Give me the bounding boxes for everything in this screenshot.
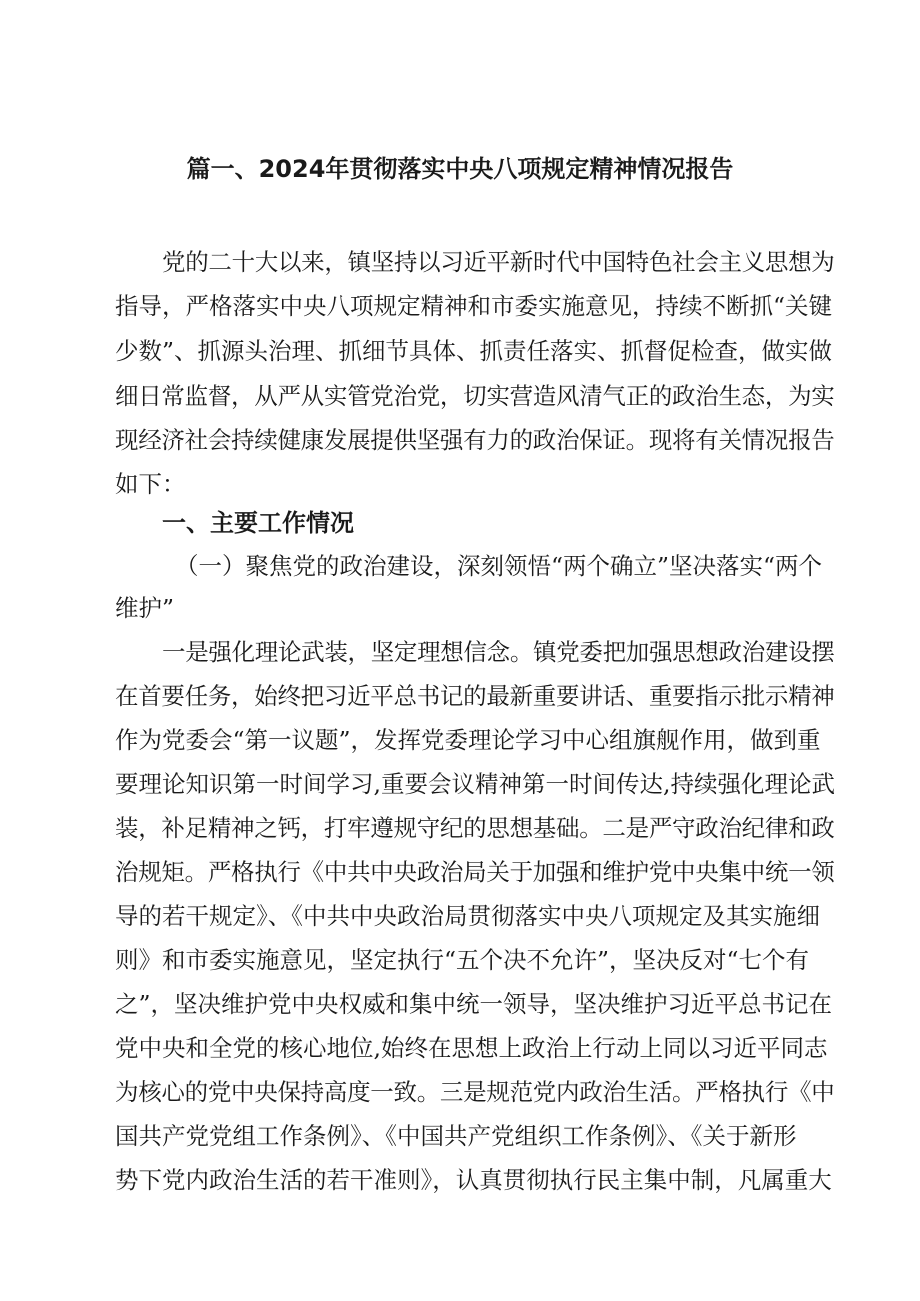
paragraph-line: 要理论知识第一时间学习,重要会议精神第一时间传达,持续强化理论武: [115, 770, 835, 798]
subsection-heading: （一）聚焦党的政治建设，深刻领悟“两个确立”坚决落实“两个: [175, 552, 823, 580]
paragraph-line: 一是强化理论武装，坚定理想信念。镇党委把加强思想政治建设摆: [162, 638, 835, 666]
paragraph-line: 之”，坚决维护党中央权威和集中统一领导，坚决维护习近平总书记在: [115, 990, 833, 1018]
paragraph-line: 少数”、抓源头治理、抓细节具体、抓责任落实、抓督促检查，做实做: [115, 337, 833, 365]
paragraph-line: 如下：: [115, 470, 186, 498]
paragraph-line: 导的若干规定》、《中共中央政治局贯彻落实中央八项规定及其实施细: [115, 902, 820, 930]
paragraph-line: 为核心的党中央保持高度一致。三是规范党内政治生活。严格执行《中: [115, 1078, 835, 1106]
paragraph-line: 现经济社会持续健康发展提供坚强有力的政治保证。现将有关情况报告: [115, 426, 835, 454]
paragraph-line: 作为党委会“第一议题”，发挥党委理论学习中心组旗舰作用，做到重: [115, 726, 821, 754]
paragraph-line: 治规矩。严格执行《中共中央政治局关于加强和维护党中央集中统一领: [115, 858, 835, 886]
document-title: 篇一、2024年贯彻落实中央八项规定精神情况报告: [186, 155, 734, 183]
section-heading: 一、主要工作情况: [162, 509, 354, 537]
subsection-heading-continued: 维护”: [115, 594, 175, 622]
paragraph-line: 党中央和全党的核心地位,始终在思想上政治上行动上同以习近平同志: [115, 1034, 828, 1062]
paragraph-line: 细日常监督，从严从实管党治党，切实营造风清气正的政治生态，为实: [115, 382, 835, 410]
paragraph-line: 指导，严格落实中央八项规定精神和市委实施意见，持续不断抓“关键: [115, 292, 833, 320]
paragraph-line: 党的二十大以来，镇坚持以习近平新时代中国特色社会主义思想为: [162, 248, 835, 276]
paragraph-line: 则》和市委实施意见，坚定执行“五个决不允许”，坚决反对“七个有: [115, 946, 810, 974]
paragraph-line: 装，补足精神之钙，打牢遵规守纪的思想基础。二是严守政治纪律和政: [115, 814, 835, 842]
paragraph-line: 势下党内政治生活的若干准则》，认真贯彻执行民主集中制，凡属重大: [115, 1166, 832, 1194]
paragraph-line: 在首要任务，始终把习近平总书记的最新重要讲话、重要指示批示精神: [115, 682, 835, 710]
paragraph-line: 国共产党党组工作条例》、《中国共产党组织工作条例》、《关于新形: [115, 1122, 797, 1150]
